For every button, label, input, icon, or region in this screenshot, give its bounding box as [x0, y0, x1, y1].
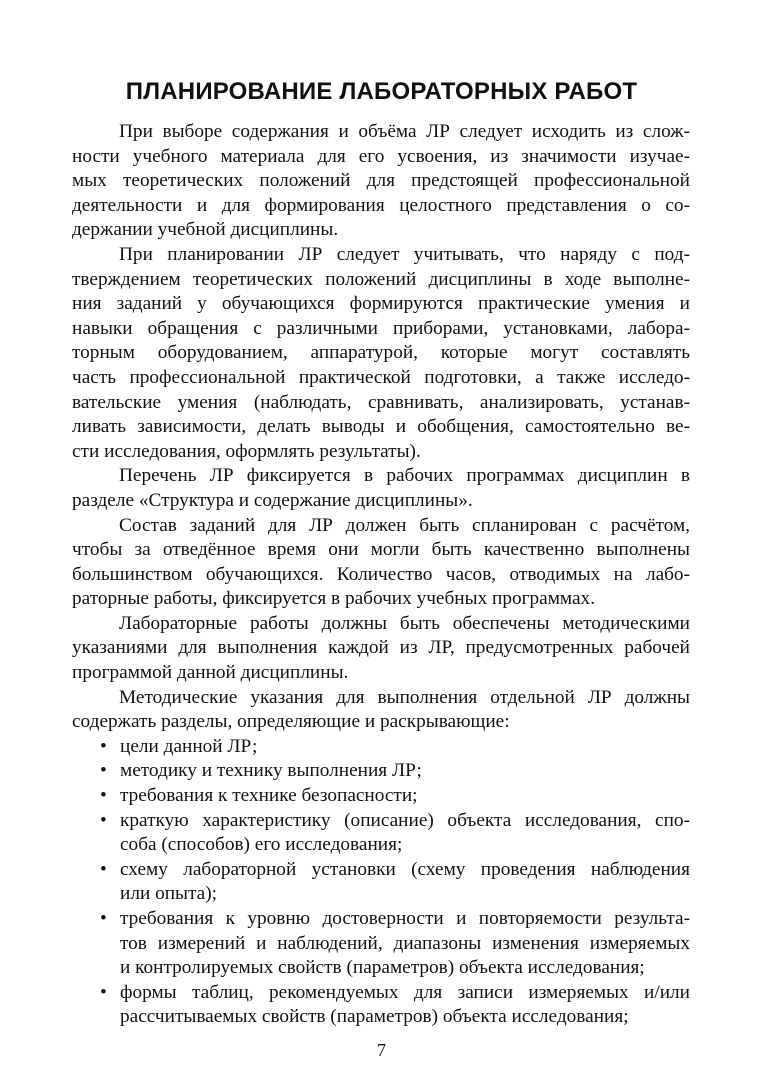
list-item: [72, 981, 690, 1030]
bullet-icon: •: [100, 858, 107, 880]
text-line: раторные работы, фиксируется в рабочих учебных программах.: [72, 588, 596, 610]
text-line: указаниями для выполнения каждой из ЛР, предусмотренных рабочей: [72, 637, 690, 659]
page-number: 7: [377, 1040, 386, 1060]
text-line: сти исследования, оформлять результаты).: [72, 440, 421, 462]
text-line: тов измерений и наблюдений, диапазоны изменения измеряемых: [120, 932, 690, 954]
text-line: ности учебного материала для его усвоения, из значимости изучае-: [72, 145, 690, 167]
bullet-icon: •: [100, 760, 107, 782]
list-item: [72, 759, 690, 784]
bullet-list: [72, 735, 690, 1030]
text-line: торным оборудованием, аппаратурой, которые могут составлять: [72, 342, 690, 364]
text-line: Лабораторные работы должны быть обеспечены методическими: [119, 612, 690, 634]
document-body: [72, 120, 690, 1030]
text-line: соба (способов) его исследования;: [120, 834, 403, 856]
bullet-icon: •: [100, 981, 107, 1003]
text-line: При планировании ЛР следует учитывать, что наряду с под-: [119, 243, 690, 265]
text-line: краткую характеристику (описание) объекта исследования, спо-: [120, 809, 690, 831]
text-line: цели данной ЛР;: [120, 735, 258, 757]
list-item: [72, 858, 690, 907]
text-line: требования к уровню достоверности и повторяемости результа-: [120, 908, 690, 929]
text-line: ливать зависимости, делать выводы и обобщения, самостоятельно ве-: [72, 416, 690, 438]
paragraph: [72, 612, 690, 686]
text-line: схему лабораторной установки (схему проведения наблюдения: [120, 858, 690, 880]
page-title: ПЛАНИРОВАНИЕ ЛАБОРАТОРНЫХ РАБОТ: [125, 78, 638, 105]
bullet-icon: •: [100, 908, 107, 929]
text-line: разделе «Структура и содержание дисциплины».: [72, 489, 473, 511]
text-line: Перечень ЛР фиксируется в рабочих программах дисциплин в: [119, 465, 690, 487]
paragraph: [72, 464, 690, 513]
text-line: При выборе содержания и объёма ЛР следует исходить из слож-: [119, 121, 690, 142]
list-item: [72, 809, 690, 858]
text-line: деятельности и для формирования целостного представления о со-: [72, 194, 690, 216]
text-line: Состав заданий для ЛР должен быть спланирован с расчётом,: [119, 514, 690, 536]
text-line: методику и технику выполнения ЛР;: [120, 760, 422, 782]
paragraph: [72, 120, 690, 243]
paragraph: [72, 514, 690, 612]
text-line: чтобы за отведённое время они могли быть качественно выполнены: [72, 539, 690, 561]
text-line: ния заданий у обучающихся формируются практические умения и: [72, 293, 690, 315]
text-line: часть профессиональной практической подготовки, а также исследо-: [72, 366, 690, 388]
list-item: [72, 735, 690, 760]
paragraph: [72, 686, 690, 735]
bullet-icon: •: [100, 735, 107, 757]
text-line: навыки обращения с различными приборами, установками, лабора-: [72, 317, 690, 339]
bullet-icon: •: [100, 809, 107, 831]
list-item: [72, 784, 690, 809]
text-line: большинством обучающихся. Количество часов, отводимых на лабо-: [72, 563, 690, 585]
paragraph: [72, 243, 690, 464]
text-line: и контролируемых свойств (параметров) объекта исследования;: [120, 957, 645, 979]
text-line: программой данной дисциплины.: [72, 662, 349, 684]
text-line: или опыта);: [120, 883, 217, 905]
text-line: тверждением теоретических положений дисциплины в ходе выполне-: [72, 268, 690, 290]
text-line: Методические указания для выполнения отдельной ЛР должны: [119, 686, 690, 708]
text-line: рассчитываемых свойств (параметров) объекта исследования;: [120, 1006, 629, 1028]
bullet-icon: •: [100, 785, 107, 807]
text-line: требования к технике безопасности;: [120, 785, 418, 807]
list-item: [72, 907, 690, 981]
text-line: формы таблиц, рекомендуемых для записи измеряемых и/или: [120, 981, 690, 1003]
text-line: мых теоретических положений для предстоящей профессиональной: [72, 170, 690, 192]
text-line: держании учебной дисциплины.: [72, 219, 339, 241]
text-line: вательские умения (наблюдать, сравнивать, анализировать, устанав-: [72, 391, 690, 413]
text-line: содержать разделы, определяющие и раскрывающие:: [72, 711, 510, 733]
